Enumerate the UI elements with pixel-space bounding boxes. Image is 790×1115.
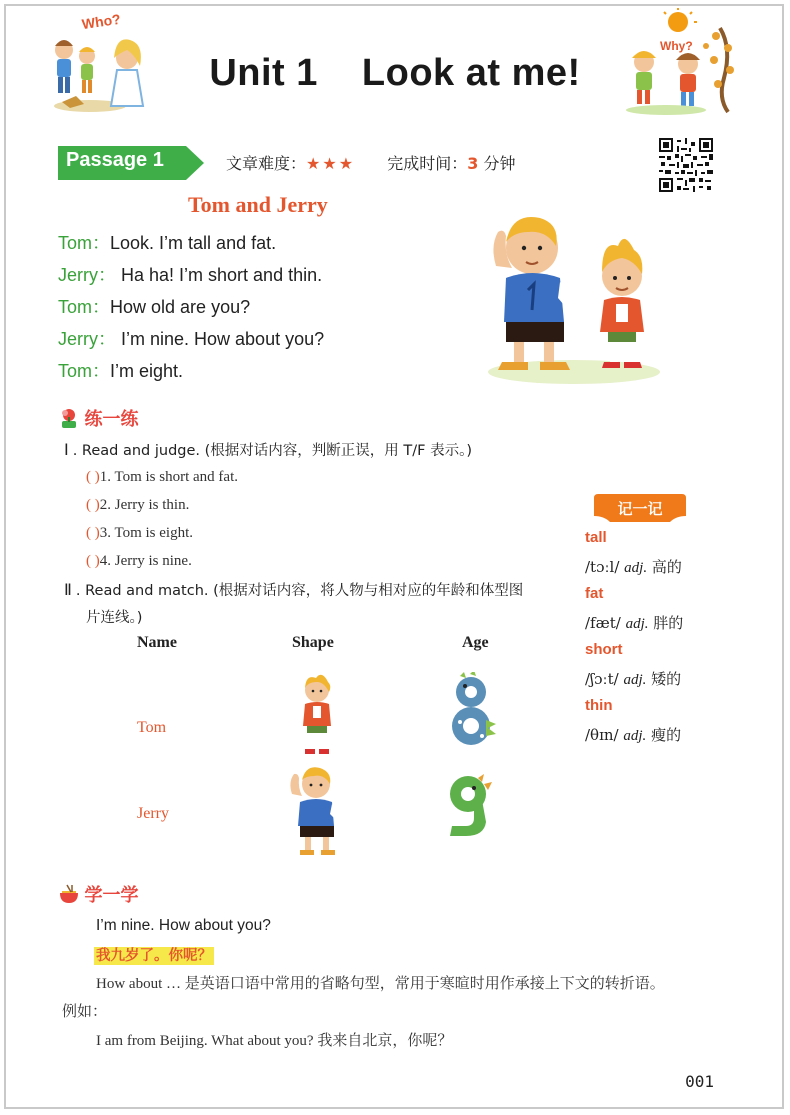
answer-blank[interactable]: ( ) <box>86 525 100 541</box>
col-age-header: Age <box>462 634 489 651</box>
part1-roman: Ⅰ <box>64 442 69 459</box>
memo-tag <box>594 494 686 524</box>
page-title <box>0 52 790 95</box>
learn-example-label: 例如： <box>62 1004 108 1020</box>
learn-heading: 学一学 <box>84 885 139 906</box>
learn-section <box>58 881 138 907</box>
meaning: 瘦的 <box>651 726 682 744</box>
phonetic: /tɔːl/ <box>585 558 620 576</box>
memo-label: 记一记 <box>617 500 663 518</box>
practice-section <box>58 405 138 431</box>
time-unit: 分钟 <box>478 154 516 173</box>
part-of-speech: adj. <box>625 616 649 632</box>
answer-blank[interactable]: ( ) <box>86 553 100 569</box>
time-value: 3 <box>467 154 479 173</box>
line-text: Ha ha! I’m short and thin. <box>116 265 323 285</box>
meaning: 矮的 <box>651 670 682 688</box>
match-name-tom[interactable]: Tom <box>137 719 167 736</box>
learn-example: I am from Beijing. What about you? 我来自北京，你呢？ <box>96 1033 453 1049</box>
dialogue-line <box>58 325 324 351</box>
judge-item[interactable] <box>86 469 238 486</box>
judge-text: 3. Tom is eight. <box>99 525 194 541</box>
match-name-jerry[interactable]: Jerry <box>137 805 169 822</box>
age-9-image[interactable] <box>446 772 496 840</box>
learn-translation-wrap <box>94 944 214 965</box>
part1-instruction <box>64 439 472 460</box>
passage-meta <box>226 151 515 174</box>
short-boy-image[interactable] <box>294 672 340 756</box>
vocab-definition <box>585 668 681 689</box>
vocab-word: fat <box>585 585 604 602</box>
vocab-word: short <box>585 641 623 658</box>
why-badge: Why? <box>660 39 693 53</box>
judge-item[interactable] <box>86 525 193 542</box>
part-of-speech: adj. <box>623 672 647 688</box>
vocab-word: thin <box>585 697 613 714</box>
bowl-icon <box>58 883 80 905</box>
dialogue-line <box>58 229 276 255</box>
boys-illustration <box>484 206 664 386</box>
age-8-image[interactable] <box>446 672 502 750</box>
difficulty-stars: ★★★ <box>306 154 356 173</box>
line-text: I’m eight. <box>110 361 184 381</box>
phonetic: /θɪn/ <box>585 726 619 744</box>
unit-label: Unit 1 <box>209 52 318 94</box>
judge-text: 4. Jerry is nine. <box>99 553 192 569</box>
passage-tag <box>58 146 206 180</box>
speaker: Jerry： <box>58 329 116 349</box>
phonetic: /fæt/ <box>585 614 621 632</box>
vocab-definition <box>585 612 683 633</box>
part2-roman: Ⅱ <box>64 582 72 599</box>
line-text: How old are you? <box>110 297 251 317</box>
part-of-speech: adj. <box>624 560 648 576</box>
part2-text-1: . Read and match. (根据对话内容，将人物与相对应的年龄和体型图 <box>75 583 524 599</box>
judge-text: 1. Tom is short and fat. <box>99 469 238 485</box>
part2-instruction <box>64 579 523 600</box>
meaning: 高的 <box>651 558 682 576</box>
qr-code[interactable] <box>659 138 713 192</box>
practice-heading: 练一练 <box>84 409 139 430</box>
page-number: 001 <box>685 1072 714 1091</box>
plant-icon <box>58 407 80 429</box>
line-text: Look. I’m tall and fat. <box>110 233 277 253</box>
difficulty-label: 文章难度： <box>226 154 307 173</box>
passage-label: Passage 1 <box>66 149 164 171</box>
judge-item[interactable] <box>86 497 189 514</box>
answer-blank[interactable]: ( ) <box>86 497 100 513</box>
speaker: Jerry： <box>58 265 116 285</box>
learn-sentence: I’m nine. How about you? <box>96 917 271 934</box>
speaker: Tom： <box>58 233 111 253</box>
dialogue-line <box>58 357 183 383</box>
unit-title: Look at me! <box>361 52 581 94</box>
dialogue-line <box>58 261 322 287</box>
vocab-word: tall <box>585 529 607 546</box>
story-title: Tom and Jerry <box>188 192 328 217</box>
answer-blank[interactable]: ( ) <box>86 469 100 485</box>
learn-translation: 我九岁了。你呢？ <box>96 948 212 964</box>
learn-explanation: How about … 是英语口语中常用的省略句型，常用于寒暄时用作承接上下文的转折语。 <box>96 976 665 992</box>
part1-text: . Read and judge. (根据对话内容，判断正误，用 T/F 表示。) <box>72 443 472 459</box>
speaker: Tom： <box>58 361 111 381</box>
meaning: 胖的 <box>653 614 684 632</box>
vocab-definition <box>585 724 681 745</box>
speaker: Tom： <box>58 297 111 317</box>
col-name-header: Name <box>137 634 177 651</box>
tall-boy-image[interactable] <box>288 764 348 858</box>
col-shape-header: Shape <box>292 634 334 651</box>
dialogue-line <box>58 293 250 319</box>
who-badge: Who? <box>80 10 122 33</box>
phonetic: /ʃɔːt/ <box>585 670 619 688</box>
part2-text-2: 片连线。) <box>86 610 143 626</box>
part-of-speech: adj. <box>623 728 647 744</box>
line-text: I’m nine. How about you? <box>116 329 325 349</box>
judge-item[interactable] <box>86 553 192 570</box>
vocab-definition <box>585 556 682 577</box>
time-label: 完成时间： <box>387 154 468 173</box>
judge-text: 2. Jerry is thin. <box>99 497 190 513</box>
